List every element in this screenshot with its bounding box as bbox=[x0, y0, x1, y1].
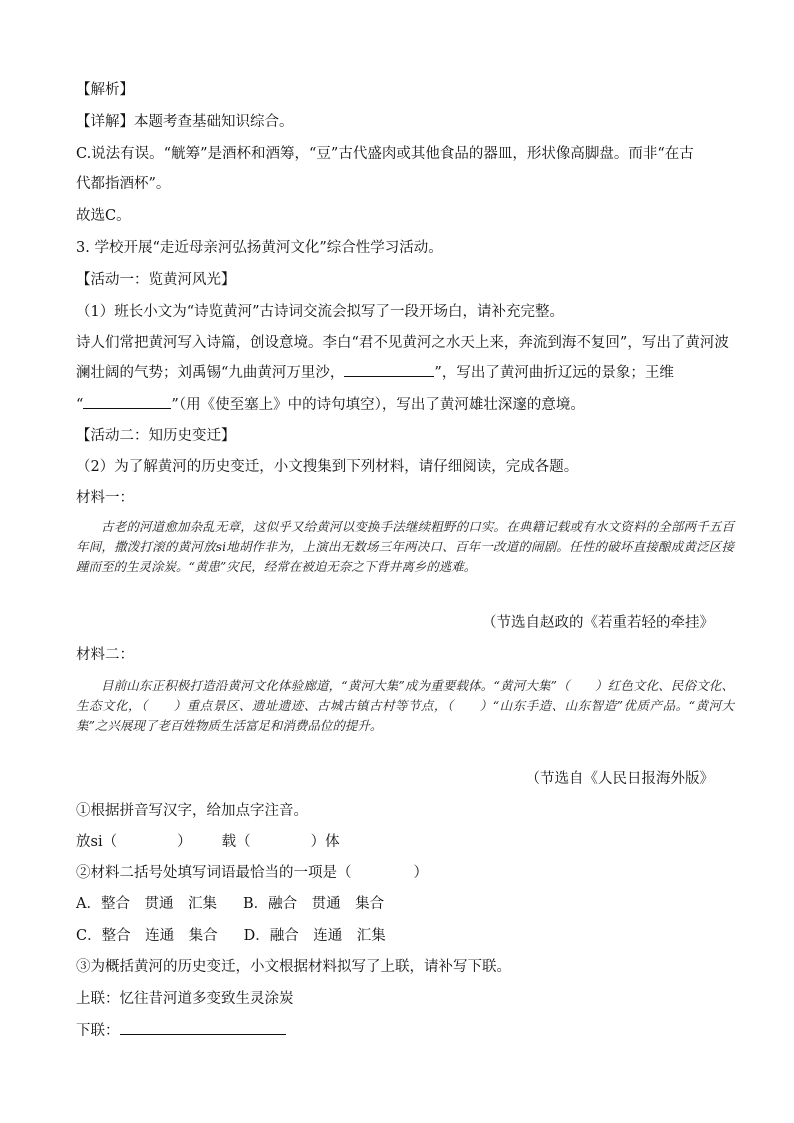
q1-paragraph-line1: 诗人们常把黄河写入诗篇，创设意境。李白“君不见黄河之水天上来，奔流到海不复回”，写出了黄河波 bbox=[76, 335, 729, 351]
analysis-explain-line2: 代都指酒杯”。 bbox=[76, 176, 171, 192]
material-one-label: 材料一： bbox=[76, 490, 134, 506]
q1-line3-end: ”（用《使至塞上》中的诗句填空），写出了黄河雄壮深邃的意境。 bbox=[171, 397, 585, 413]
q1-line2-start: 澜壮阔的气势；刘禹锡“九曲黄河万里沙， bbox=[76, 365, 345, 381]
question-intro: 3. 学校开展“走近母亲河弘扬黄河文化”综合性学习活动。 bbox=[76, 240, 443, 256]
option-c[interactable]: C．整合 连通 集合 bbox=[76, 928, 218, 944]
sub1-si-open: 放si（ bbox=[76, 834, 118, 850]
poem-blank-2[interactable] bbox=[83, 394, 171, 409]
option-a[interactable]: A．整合 贯通 汇集 bbox=[76, 896, 217, 912]
lower-couplet-line bbox=[76, 1020, 734, 1041]
poem-blank-1[interactable] bbox=[344, 362, 434, 377]
sub2-prompt: ②材料二括号处填写词语最恰当的一项是（ bbox=[76, 865, 352, 881]
material-one-source: （节选自赵政的《若重若轻的牵挂》 bbox=[482, 615, 714, 631]
analysis-detail: 【详解】本题考查基础知识综合。 bbox=[76, 114, 294, 130]
q1-paragraph-line2 bbox=[76, 362, 734, 383]
lower-couplet-label: 下联： bbox=[76, 1023, 120, 1039]
q2-prompt: （2）为了解黄河的历史变迁，小文搜集到下列材料，请仔细阅读，完成各题。 bbox=[76, 459, 579, 475]
material-two-source: （节选自《人民日报海外版》 bbox=[525, 771, 714, 787]
options-row-2 bbox=[76, 926, 734, 946]
q1-prompt: （1）班长小文为“诗览黄河”古诗词交流会拟写了一段开场白，请补充完整。 bbox=[76, 304, 565, 320]
sub2-close: ） bbox=[413, 865, 428, 881]
q1-line3-open-quote: “ bbox=[76, 397, 84, 413]
material-two-label: 材料二： bbox=[76, 647, 134, 663]
sub1-si-close: ） bbox=[177, 834, 192, 850]
options-row-1 bbox=[76, 894, 734, 914]
sub1-zai-close: ）体 bbox=[310, 834, 340, 850]
sub2-prompt-line bbox=[76, 863, 734, 883]
activity-one-heading: 【活动一：览黄河风光】 bbox=[76, 272, 236, 288]
q1-paragraph-line3 bbox=[76, 394, 734, 415]
activity-two-heading: 【活动二：知历史变迁】 bbox=[76, 428, 236, 444]
lower-couplet-blank[interactable] bbox=[120, 1020, 286, 1035]
analysis-explain-line1: C.说法有误。“觥筹”是酒杯和酒筹，“豆”古代盛肉或其他食品的器皿，形状像高脚盘。而非“在古 bbox=[76, 146, 694, 162]
material-two-text: 目前山东正积极打造沿黄河文化体验廊道，“黄河大集”成为重要载体。“黄河大集”（ ）红色文化、民俗文化、生态文化，（ ）重点景区、遗址遗迹、古城古镇古村等节点，（ ）“山东手造、山东智造”优质产品。“黄河大集”之兴展现了老百姓物质生活富足和消费品位的提升。 bbox=[76, 678, 734, 733]
option-b[interactable]: B．融合 贯通 集合 bbox=[242, 896, 385, 912]
analysis-heading: 【解析】 bbox=[76, 82, 134, 98]
upper-couplet: 上联：忆往昔河道多变致生灵涂炭 bbox=[76, 991, 294, 1007]
sub3-prompt: ③为概括黄河的历史变迁，小文根据材料拟写了上联，请补写下联。 bbox=[76, 959, 511, 975]
sub1-zai-open: 载（ bbox=[221, 834, 251, 850]
material-one-text: 古老的河道愈加杂乱无章，这似乎又给黄河以变换手法继续粗野的口实。在典籍记载或有水文资料的全部两千五百年间，撒泼打滚的黄河放si地胡作非为，上演出无数场三年两决口、百年一改道的闹剧。任性的破坏直接酿成黄泛区接踵而至的生灵涂炭。“黄患”灾民，经常在被迫无奈之下背井离乡的逃难。 bbox=[76, 519, 734, 574]
sub1-prompt: ①根据拼音写汉字，给加点字注音。 bbox=[76, 803, 308, 819]
option-d[interactable]: D．融合 连通 汇集 bbox=[243, 928, 386, 944]
q1-line2-end: ”，写出了黄河曲折辽远的景象；王维 bbox=[434, 365, 674, 381]
sub1-answer-line bbox=[76, 832, 734, 852]
analysis-answer: 故选C。 bbox=[76, 208, 131, 224]
